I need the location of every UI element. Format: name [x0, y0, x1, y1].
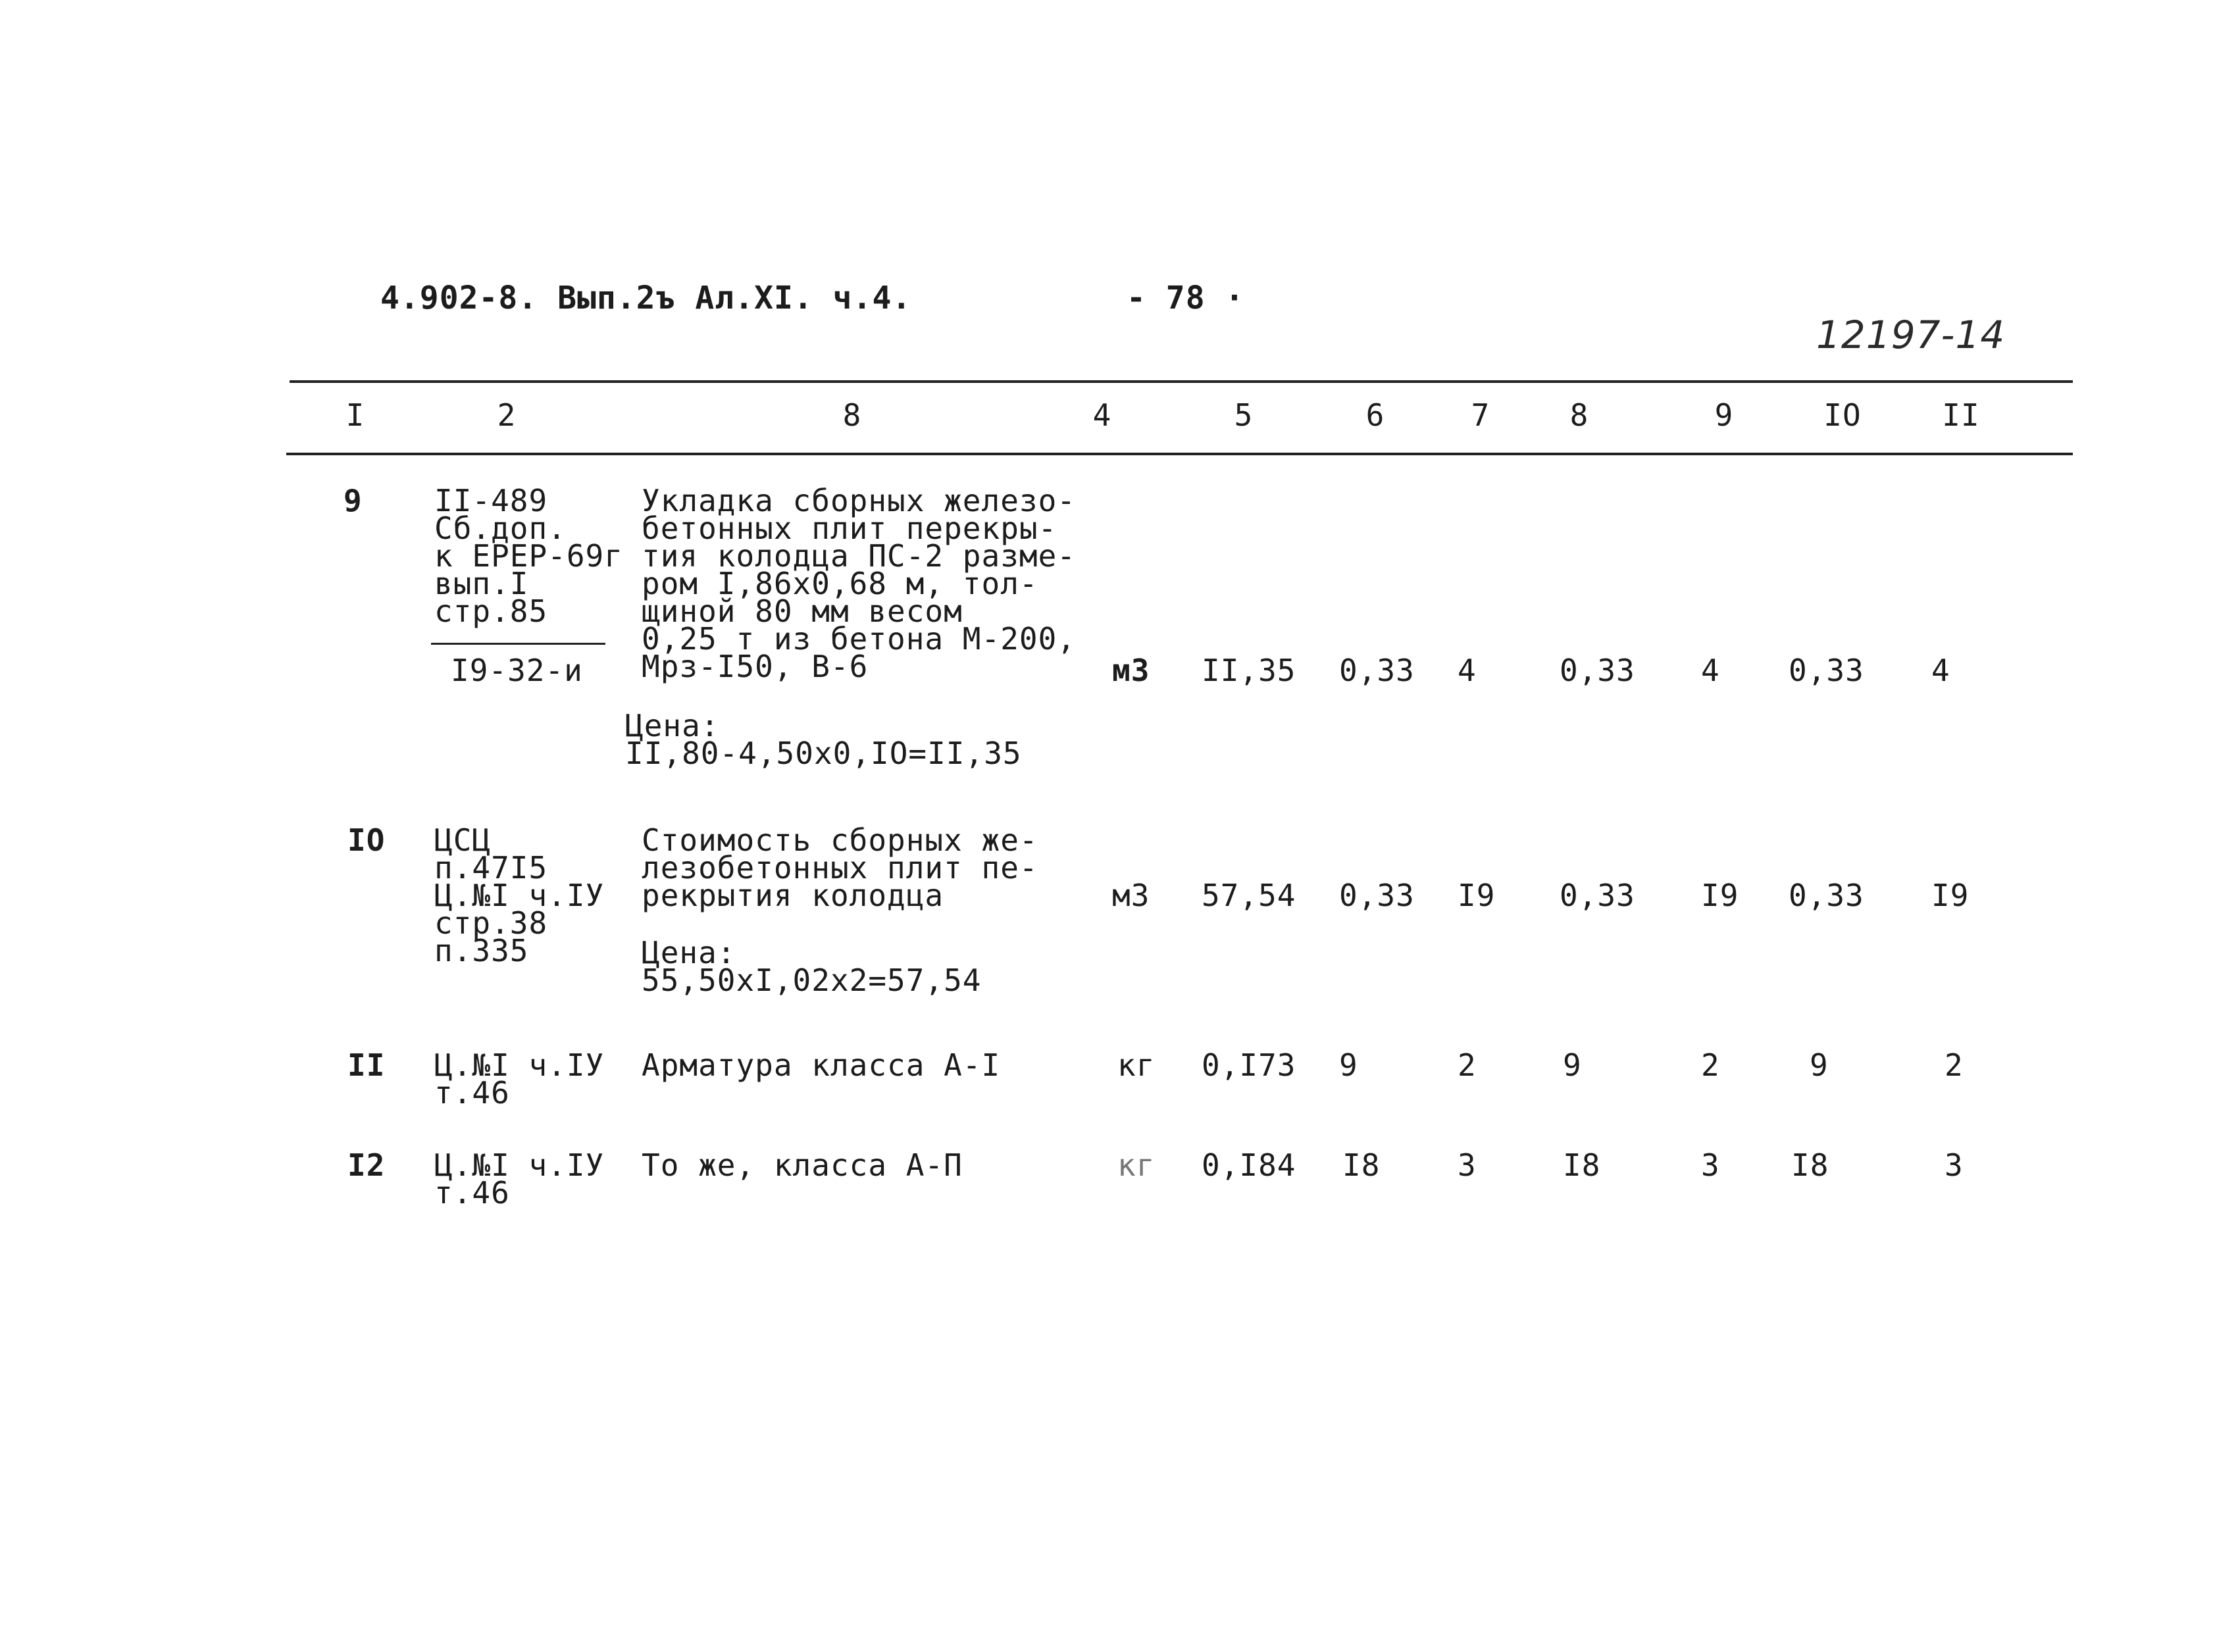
column-header-3: 8 — [842, 397, 862, 433]
handwritten-code: 12197-14 — [1816, 313, 2006, 357]
quantity-col-10: I8 — [1791, 1147, 1829, 1183]
quantity-col-10: 9 — [1810, 1047, 1829, 1083]
quantity-col-6: I8 — [1342, 1147, 1381, 1183]
quantity-col-10: 0,33 — [1789, 878, 1864, 913]
unit: м3 — [1112, 653, 1150, 688]
value-col-9: 3 — [1701, 1147, 1720, 1183]
value-col-11: I9 — [1931, 878, 1970, 913]
value-col-7: I9 — [1458, 878, 1496, 913]
work-description: То же, класса А-П — [642, 1147, 963, 1183]
code-separator — [431, 643, 605, 645]
value-col-7: 3 — [1458, 1147, 1477, 1183]
work-description: Укладка сборных железо- бетонных плит перекры- тия колодца ПС-2 разме- ром I,86x0,68 м, тол- щиной 80 мм весом 0,25 т из бетона М-200, Мрз-I50, В-6 — [642, 483, 1076, 684]
column-header-6: 6 — [1365, 397, 1385, 433]
value-col-9: 4 — [1701, 653, 1720, 688]
table-top-rule — [290, 380, 2073, 383]
column-header-10: IO — [1823, 397, 1862, 433]
reference-code: Ц.№I ч.IУ т.46 — [434, 1147, 605, 1211]
unit-price: II,35 — [1202, 653, 1296, 688]
work-description: Арматура класса А-I — [642, 1047, 1001, 1083]
quantity-col-6: 0,33 — [1339, 878, 1415, 913]
value-col-7: 4 — [1458, 653, 1477, 688]
reference-subcode: I9-32-и — [451, 653, 583, 688]
value-col-9: I9 — [1701, 878, 1739, 913]
row-number: 9 — [343, 483, 363, 518]
reference-code: ЦСЦ п.47I5 Ц.№I ч.IУ стр.38 п.335 — [434, 822, 605, 968]
value-col-11: 2 — [1945, 1047, 1964, 1083]
unit: кг — [1117, 1147, 1156, 1183]
column-header-8: 8 — [1569, 397, 1589, 433]
reference-code: II-489 Сб.доп. к ЕРЕР-69г вып.I стр.85 — [434, 483, 623, 629]
column-header-5: 5 — [1234, 397, 1254, 433]
value-col-11: 3 — [1945, 1147, 1964, 1183]
quantity-col-6: 0,33 — [1339, 653, 1415, 688]
reference-code: Ц.№I ч.IУ т.46 — [434, 1047, 605, 1111]
unit-price: 0,I73 — [1202, 1047, 1296, 1083]
quantity-col-8: 9 — [1563, 1047, 1582, 1083]
row-number: II — [347, 1047, 386, 1083]
work-description: Стоимость сборных же- лезобетонных плит пе- рекрытия колодца — [642, 822, 1038, 913]
column-header-1: I — [345, 397, 365, 433]
quantity-col-8: I8 — [1563, 1147, 1601, 1183]
column-header-9: 9 — [1714, 397, 1734, 433]
page-number: - 78 · — [1127, 280, 1245, 316]
unit: кг — [1117, 1047, 1156, 1083]
quantity-col-6: 9 — [1339, 1047, 1358, 1083]
column-header-4: 4 — [1092, 397, 1112, 433]
value-col-7: 2 — [1458, 1047, 1477, 1083]
row-number: IO — [347, 822, 386, 858]
unit-price: 57,54 — [1202, 878, 1296, 913]
quantity-col-8: 0,33 — [1560, 653, 1635, 688]
value-col-9: 2 — [1701, 1047, 1720, 1083]
price-calculation: Цена: II,80-4,50x0,IO=II,35 — [625, 708, 1022, 771]
unit: м3 — [1112, 878, 1150, 913]
table-header-rule — [286, 453, 2073, 455]
column-header-11: II — [1942, 397, 1980, 433]
quantity-col-10: 0,33 — [1789, 653, 1864, 688]
row-number: I2 — [347, 1147, 386, 1183]
unit-price: 0,I84 — [1202, 1147, 1296, 1183]
column-header-7: 7 — [1471, 397, 1490, 433]
price-calculation: Цена: 55,50xI,02x2=57,54 — [642, 935, 982, 998]
document-reference: 4.902-8. Вып.2ъ Ал.XI. ч.4. — [380, 280, 912, 316]
column-header-2: 2 — [497, 397, 517, 433]
value-col-11: 4 — [1931, 653, 1950, 688]
quantity-col-8: 0,33 — [1560, 878, 1635, 913]
